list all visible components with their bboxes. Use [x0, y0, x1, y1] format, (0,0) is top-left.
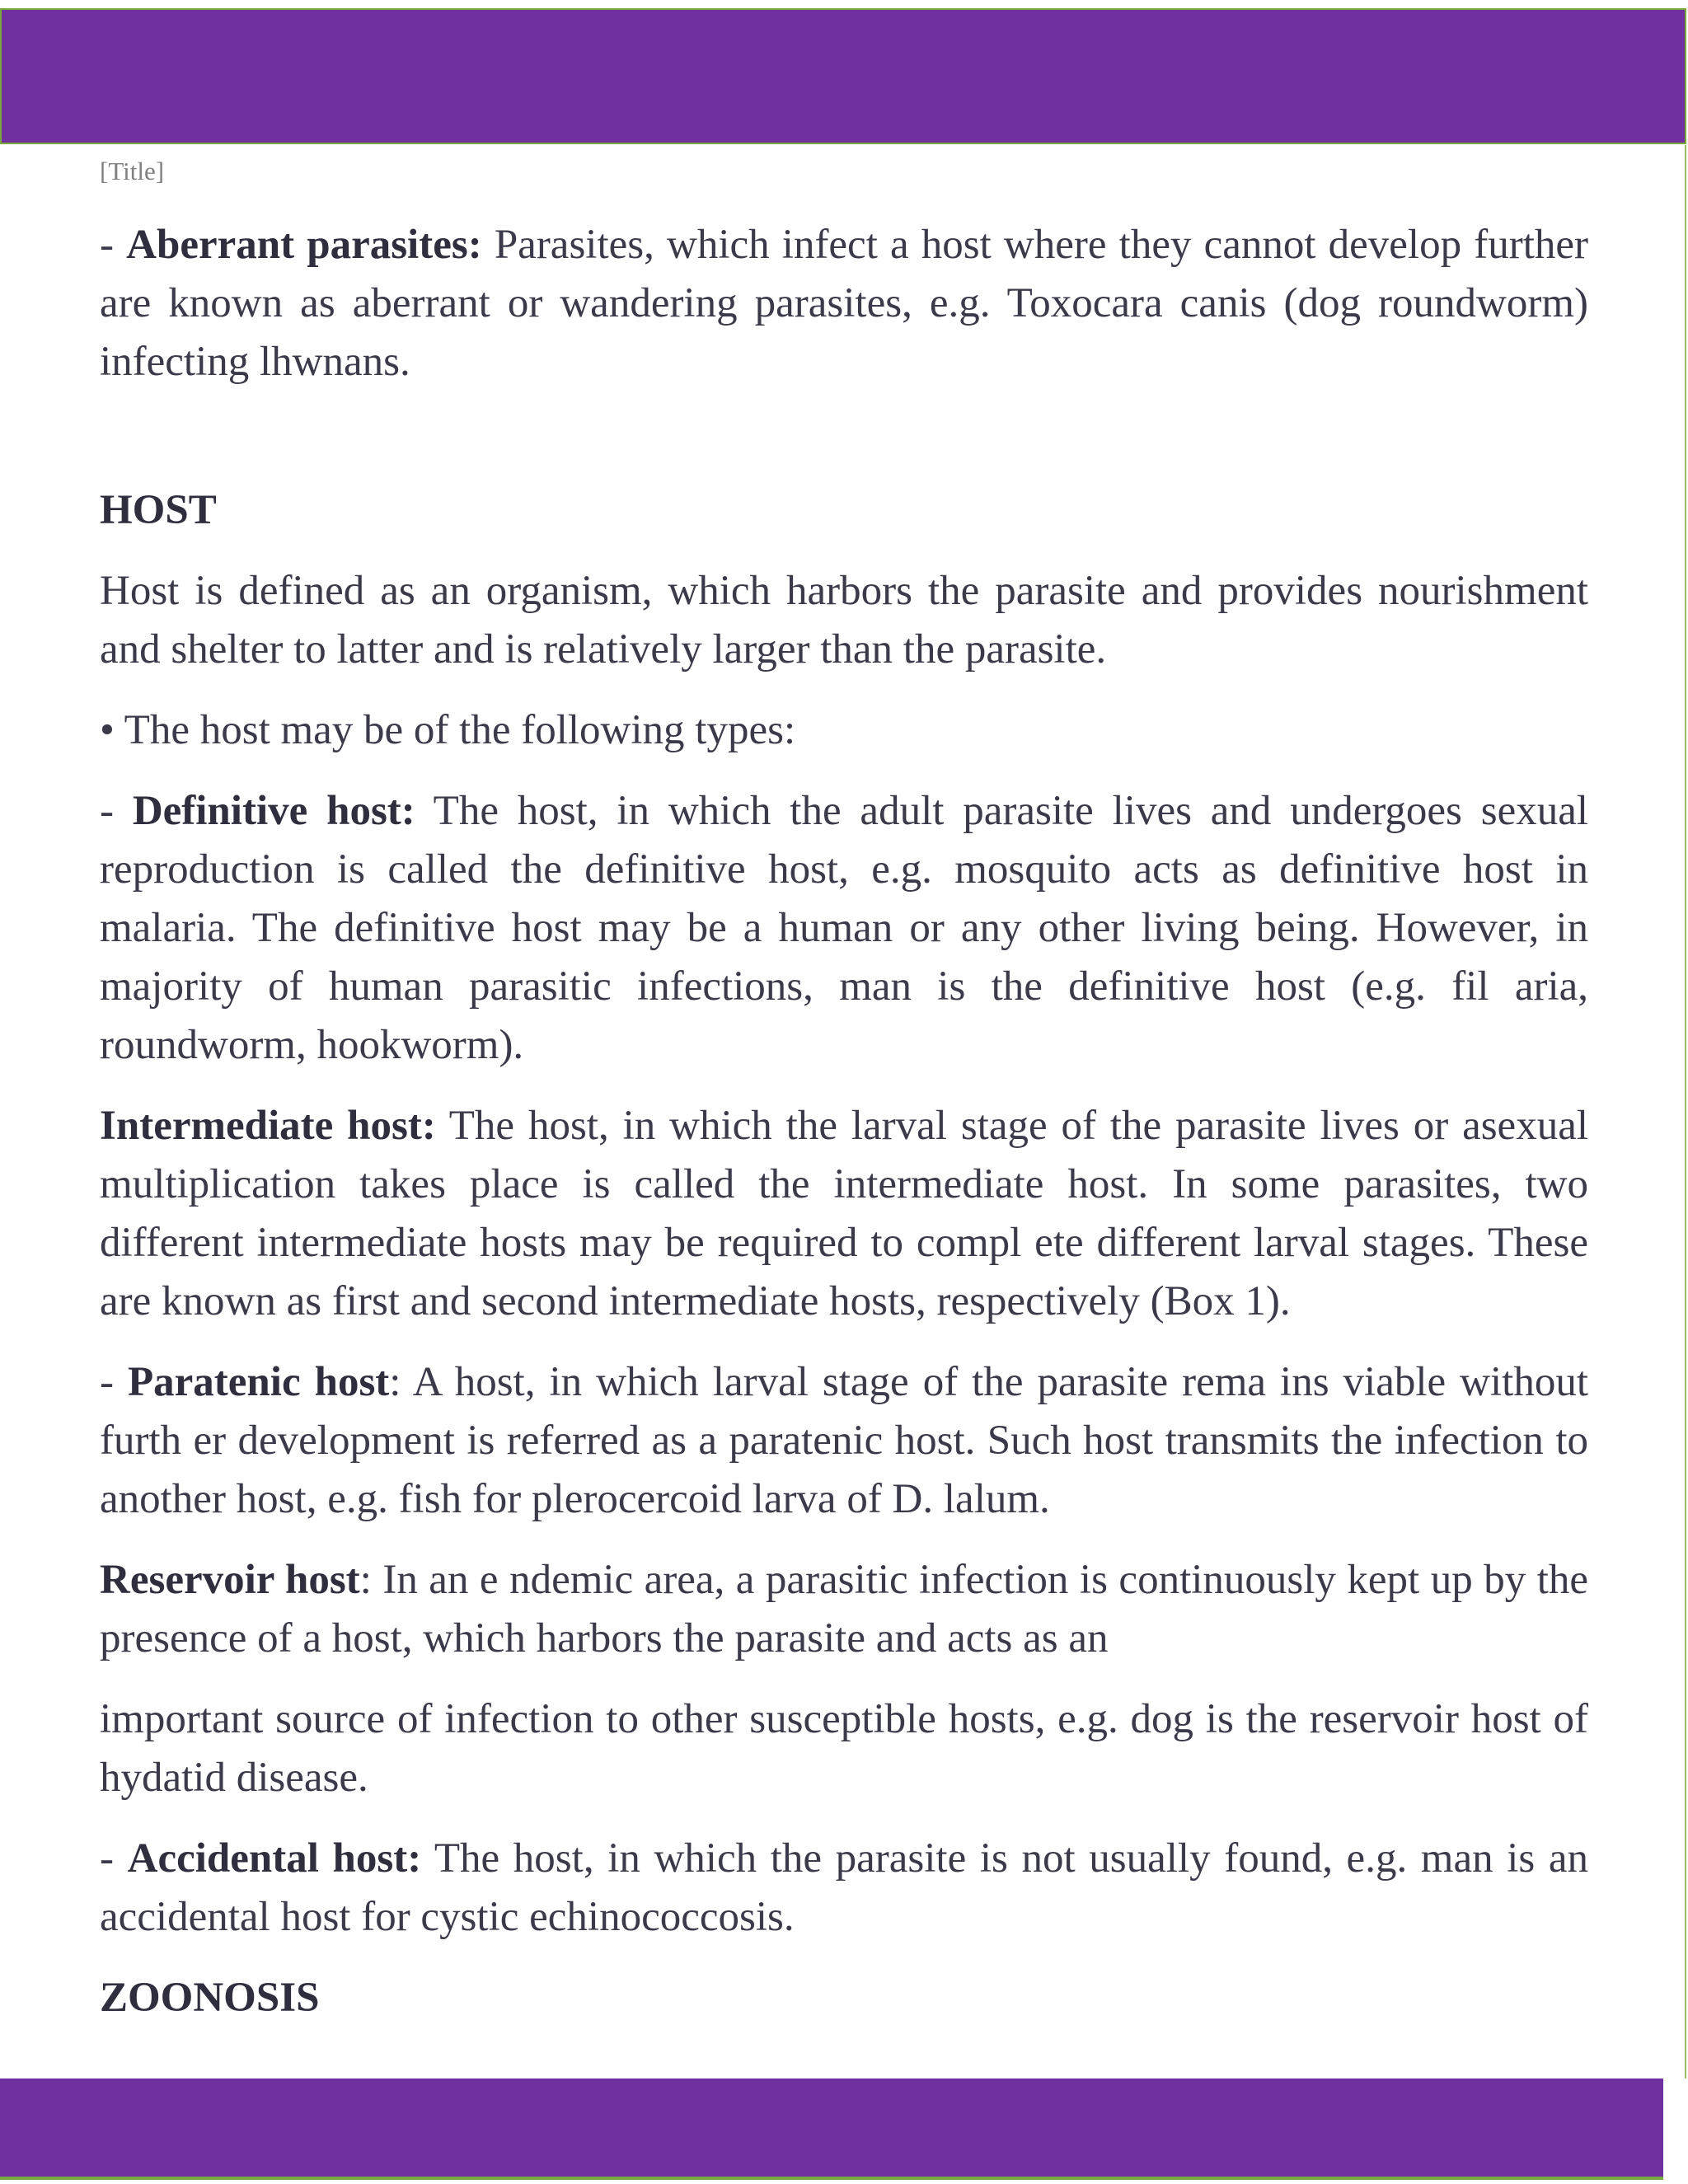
- header-band: [0, 8, 1686, 144]
- list-dash: -: [100, 222, 127, 268]
- paragraph-aberrant-parasites: [100, 216, 1588, 391]
- paragraph-intermediate-host: [100, 1097, 1588, 1331]
- paragraph-host-definition: Host is defined as an organism, which harbors the parasite and provides nourishment and shelter to latter and is relatively larger than the parasite.: [100, 568, 1588, 673]
- term-accidental-host: Accidental host:: [127, 1835, 422, 1882]
- heading-zoonosis: ZOONOSIS: [100, 1975, 320, 2021]
- footer-band: [0, 2079, 1663, 2180]
- paragraph-definitive-host: [100, 782, 1588, 1075]
- term-intermediate-host: Intermediate host:: [100, 1103, 436, 1149]
- list-dash: -: [100, 1359, 128, 1405]
- heading-host: HOST: [100, 487, 217, 533]
- definition-text: The host, in which the parasite is not usually found, e.g. man is an accidental host for cystic echinococcosis.: [100, 1835, 1589, 1940]
- definition-text: : In an e ndemic area, a parasitic infection is continuously kept up by the presence of a host, which harbors the parasite and acts as an: [100, 1557, 1589, 1661]
- term-reservoir-host: Reservoir host: [100, 1557, 360, 1603]
- title-placeholder: [Title]: [100, 157, 165, 185]
- document-body: [100, 216, 1588, 2050]
- list-dash: -: [100, 788, 133, 834]
- paragraph-host-types-intro: • The host may be of the following types:: [100, 707, 796, 753]
- page-border-line: [1685, 145, 1686, 2079]
- paragraph-reservoir-continued: important source of infection to other susceptible hosts, e.g. dog is the reservoir host of hydatid disease.: [100, 1696, 1588, 1801]
- definition-text: The host, in which the larval stage of the parasite lives or asexual multiplication takes place is called the intermediate host. In some parasites, two different intermediate hosts may be required to compl ete different larval stages. These are known as first and second intermediate hosts, respectively (Box 1).: [100, 1103, 1589, 1324]
- paragraph-reservoir-host: [100, 1551, 1588, 1668]
- definition-text: The host, in which the adult parasite lives and undergoes sexual reproduction is called the definitive host, e.g. mosquito acts as definitive host in malaria. The definitive host may be a human or any other living being. However, in majority of human parasitic infections, man is the definitive host (e.g. fil aria, roundworm, hookworm).: [100, 788, 1589, 1068]
- spacer: [100, 414, 1588, 481]
- definition-text: : A host, in which larval stage of the parasite rema ins viable without furth er development is referred as a paratenic host. Such host transmits the infection to another host, e.g. fish for plerocercoid larva of D. lalum.: [100, 1359, 1589, 1522]
- term-aberrant-parasites: Aberrant parasites:: [126, 222, 482, 268]
- list-dash: -: [100, 1835, 128, 1882]
- paragraph-paratenic-host: [100, 1353, 1588, 1529]
- definition-text: Parasites, which infect a host where they cannot develop further are known as aberrant or wandering parasites, e.g. Toxocara canis (dog roundworm) infecting lhwnans.: [100, 222, 1588, 385]
- term-paratenic-host: Paratenic host: [128, 1359, 390, 1405]
- paragraph-accidental-host: [100, 1830, 1588, 1947]
- term-definitive-host: Definitive host:: [132, 788, 415, 834]
